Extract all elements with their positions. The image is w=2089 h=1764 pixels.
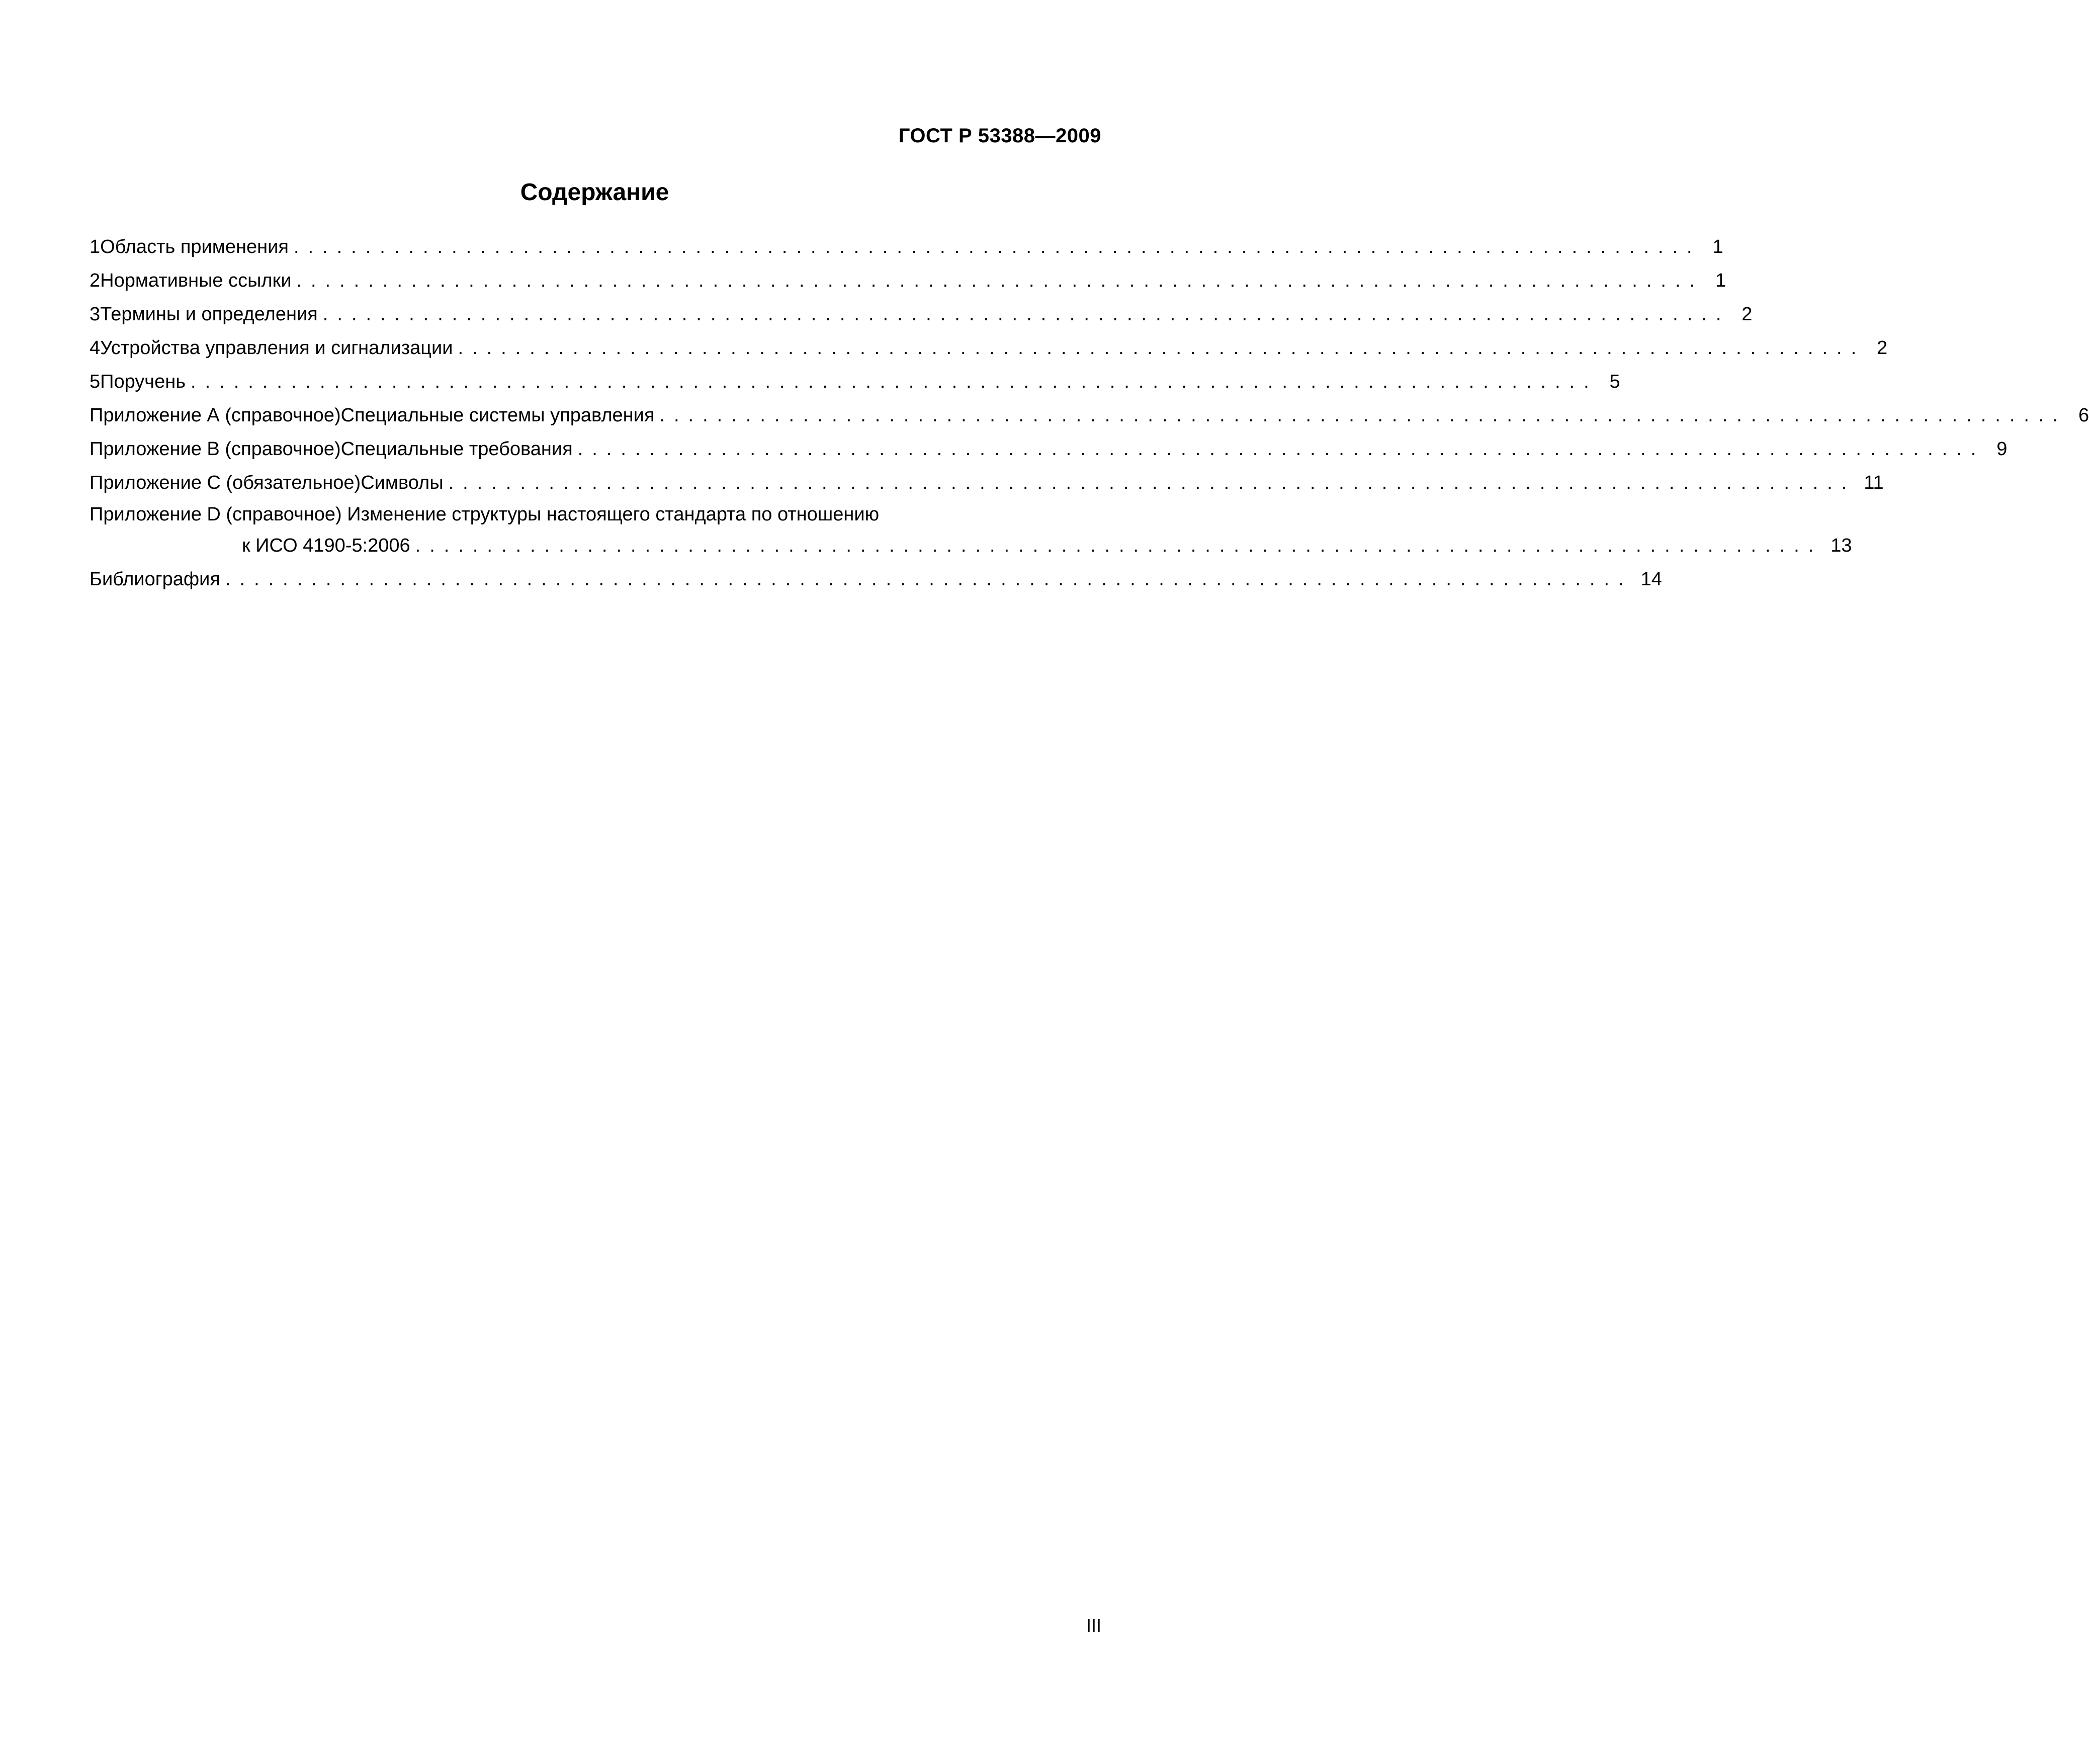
toc-entry-page: 2 [1742, 304, 1753, 325]
toc-leader-dots: .................................................................................................. [225, 569, 1633, 590]
toc-entry-page: 2 [1877, 337, 1888, 359]
toc-leader-dots: .................................................................................................. [191, 371, 1598, 392]
page-number: III [1086, 1615, 1101, 1636]
toc-leader-dots: .................................................................................................. [415, 535, 1823, 556]
toc-entry-annex-title: Символы [361, 472, 444, 493]
toc-entry-page: 1 [1712, 236, 1723, 257]
toc-entry-page: 13 [1831, 535, 1852, 556]
toc-title: Содержание [520, 179, 669, 206]
toc-entry-label: Приложение С (обязательное) [90, 472, 361, 493]
toc-entry-label: Область применения [100, 236, 289, 257]
toc-entry-page: 9 [1996, 438, 2008, 460]
toc-entry-page: 6 [2078, 405, 2089, 426]
toc-entry-page: 1 [1715, 270, 1726, 291]
toc-entry-label: Термины и определения [100, 304, 318, 325]
toc-entry-number: 2 [90, 270, 101, 291]
toc-entry-annex-title: Специальные требования [340, 438, 573, 460]
toc-entry-label: Устройства управления и сигнализации [100, 337, 453, 359]
toc-entry-label: Библиография [90, 569, 220, 590]
toc-leader-dots: .................................................................................................. [448, 472, 1856, 493]
toc-entry-label: Приложение D (справочное) Изменение структуры настоящего стандарта по отношению [90, 504, 880, 525]
toc-entry-annex-d[interactable] [90, 500, 1104, 529]
table-of-contents [90, 230, 2089, 596]
toc-entry-number: 1 [90, 236, 101, 257]
toc-entry-page: 5 [1609, 371, 1620, 392]
toc-entry-label: Приложение А (справочное) [90, 405, 341, 426]
toc-entry-annex-title: Специальные системы управления [340, 405, 655, 426]
toc-entry-normative-references[interactable] [90, 264, 1726, 298]
toc-entry-handrail[interactable] [90, 365, 1620, 399]
toc-leader-dots: .................................................................................................. [458, 337, 1866, 359]
toc-entry-annex-c[interactable] [90, 466, 1884, 500]
toc-entry-page: 11 [1864, 472, 1884, 493]
toc-leader-dots: .................................................................................................. [293, 236, 1701, 257]
toc-entry-control-devices[interactable] [90, 331, 1888, 365]
toc-entry-page: 14 [1640, 569, 1662, 590]
toc-leader-dots: .................................................................................................. [296, 270, 1704, 291]
toc-entry-scope[interactable] [90, 230, 1723, 264]
toc-entry-label-continuation: к ИСО 4190-5:2006 [242, 535, 410, 556]
toc-entry-label: Нормативные ссылки [100, 270, 292, 291]
toc-entry-number: 4 [90, 337, 101, 359]
toc-entry-label: Поручень [100, 371, 186, 392]
toc-entry-bibliography[interactable] [90, 563, 1662, 596]
toc-entry-annex-d-continuation[interactable] [90, 529, 1852, 563]
toc-entry-number: 3 [90, 304, 101, 325]
toc-leader-dots: .................................................................................................. [322, 304, 1730, 325]
toc-entry-annex-b[interactable] [90, 432, 2008, 466]
document-code: ГОСТ Р 53388—2009 [898, 125, 1101, 147]
toc-leader-dots: .................................................................................................. [577, 438, 1985, 460]
toc-entry-number: 5 [90, 371, 101, 392]
toc-entry-terms[interactable] [90, 298, 1753, 331]
toc-entry-annex-a[interactable] [90, 399, 2089, 432]
toc-leader-dots: .................................................................................................. [659, 405, 2067, 426]
toc-entry-label: Приложение В (справочное) [90, 438, 341, 460]
